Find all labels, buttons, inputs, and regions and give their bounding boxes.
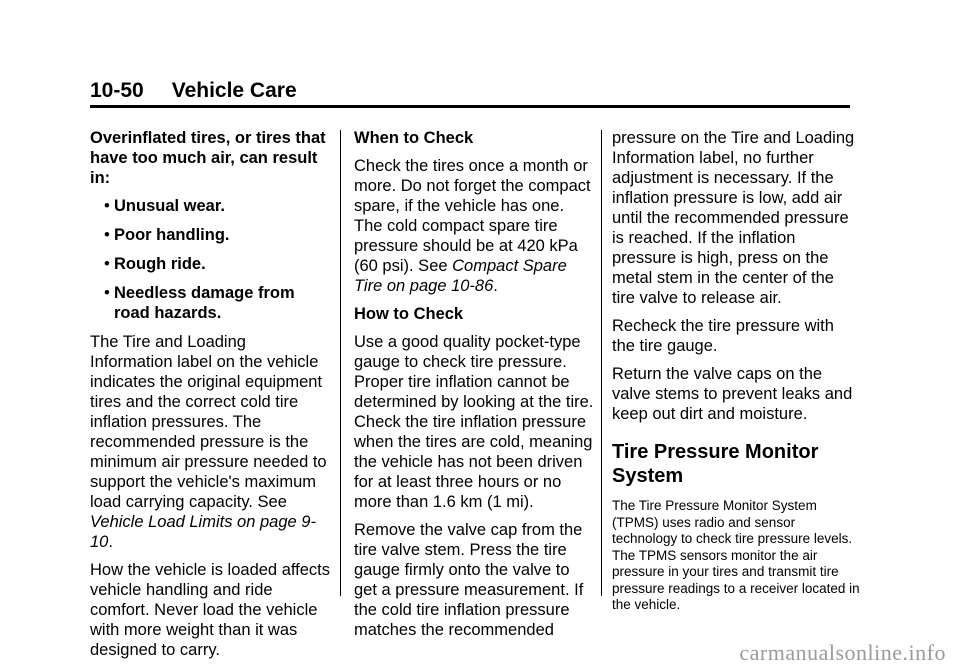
heading-when-to-check: When to Check: [354, 129, 474, 147]
column-divider-1: [340, 130, 341, 596]
cross-reference-link[interactable]: Compact Spare Tire on page 10-86: [354, 257, 567, 295]
tpms-paragraph: The Tire Pressure Monitor System (TPMS) uses radio and sensor technology to check tire pressure levels. The TPMS sensors monitor the air pressure in your tires and transmit tire pressure readings to a receiver located in the vehicle.: [612, 498, 860, 612]
page-number: 10-50: [90, 79, 144, 102]
list-item: • Rough ride.: [104, 255, 206, 273]
overinflation-list: [90, 196, 330, 323]
how-paragraph: Use a good quality pocket-type gauge to check tire pressure. Proper tire inflation cannot be determined by looking at the tire. Check the tire inflation pressure when the tires are cold, meaning the vehicle has not been driven for at least three hours or no more than 1.6 km (1 mi).: [354, 333, 594, 511]
bullet-icon: •: [104, 284, 110, 302]
column-2: [354, 128, 594, 648]
pressure-paragraph: pressure on the Tire and Loading Information label, no further adjustment is necessary. If the inflation pressure is low, add air until the recommended pressure is reached. If the inflation pressure is high, press on the metal stem in the center of the tire valve to release air.: [612, 129, 855, 307]
page-header: [90, 78, 850, 104]
heading-how-to-check: How to Check: [354, 305, 464, 323]
list-item: • Needless damage from road hazards.: [104, 284, 295, 322]
valve-paragraph: Remove the valve cap from the tire valve stem. Press the tire gauge firmly onto the valve to get a pressure measurement. If the cold tire inflation pressure matches the recommended: [354, 521, 584, 639]
list-item: • Poor handling.: [104, 226, 230, 244]
overinflation-intro: Overinflated tires, or tires that have too much air, can result in:: [90, 129, 326, 187]
column-divider-2: [601, 130, 602, 596]
bullet-icon: •: [104, 197, 110, 215]
section-title: Vehicle Care: [171, 79, 297, 102]
loading-paragraph: How the vehicle is loaded affects vehicle handling and ride comfort. Never load the vehicle with more weight than it was designed to carry.: [90, 561, 330, 659]
header-rule: [90, 105, 850, 108]
valve-caps-paragraph: Return the valve caps on the valve stems to prevent leaks and keep out dirt and moisture.: [612, 365, 853, 423]
column-3: [612, 128, 860, 622]
watermark: carmanualsonline.info: [739, 640, 946, 665]
bullet-icon: •: [104, 255, 110, 273]
label-paragraph: The Tire and Loading Information label on the vehicle indicates the original equipment tires and the correct cold tire inflation pressures. The recommended pressure is the minimum air pressure needed to support the vehicle's maximum load carrying capacity. See Vehicle Load Limits on page 9-10.: [90, 333, 327, 551]
column-1: [90, 128, 330, 668]
cross-reference-link[interactable]: Vehicle Load Limits on page 9-10: [90, 513, 316, 551]
when-paragraph: Check the tires once a month or more. Do not forget the compact spare, if the vehicle has one. The cold compact spare tire pressure should be at 420 kPa (60 psi). See Compact Spare Tire on page 10-86.: [354, 157, 591, 295]
bullet-icon: •: [104, 226, 110, 244]
tpms-section-title: Tire Pressure Monitor System: [612, 441, 819, 487]
list-item: • Unusual wear.: [104, 197, 225, 215]
recheck-paragraph: Recheck the tire pressure with the tire gauge.: [612, 317, 834, 355]
